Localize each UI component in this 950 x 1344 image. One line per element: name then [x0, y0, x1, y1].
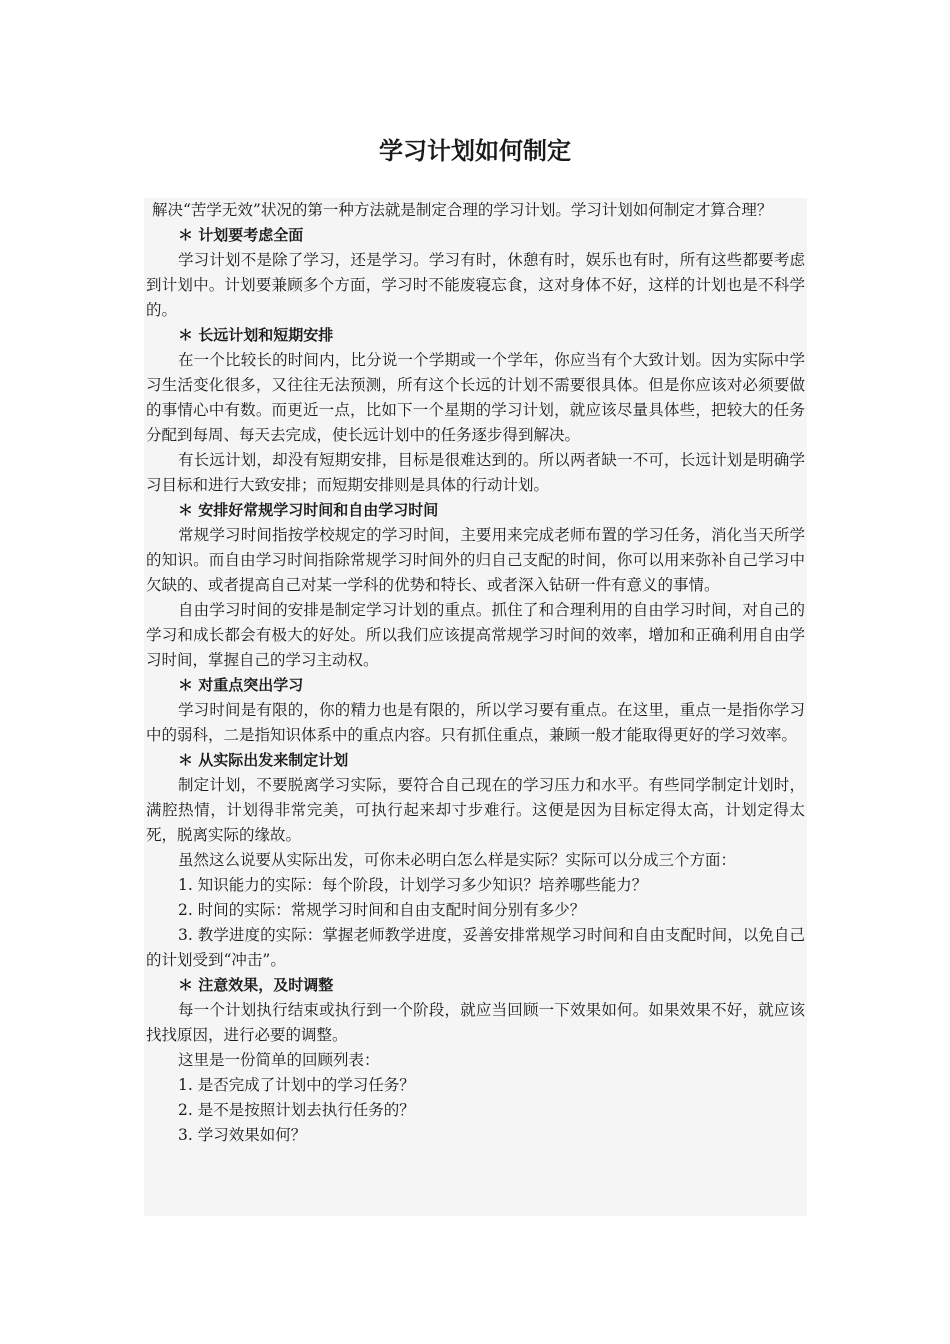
page-title: 学习计划如何制定: [379, 137, 571, 165]
section-heading: ＊ 对重点突出学习: [178, 676, 304, 694]
list-item: 2. 时间的实际：常规学习时间和自由支配时间分别有多少？: [178, 901, 586, 919]
section-paragraph: 有长远计划，却没有短期安排，目标是很难达到的。所以两者缺一不可，长远计划是明确学习目标和进行大致安排；而短期安排则是具体的行动计划。: [146, 451, 805, 494]
section-paragraph: 虽然这么说要从实际出发，可你未必明白怎么样是实际？实际可以分成三个方面：: [178, 851, 737, 869]
section-paragraph: 学习时间是有限的，你的精力也是有限的，所以学习要有重点。在这里，重点一是指你学习中的弱科，二是指知识体系中的重点内容。只有抓住重点，兼顾一般才能取得更好的学习效率。: [146, 701, 805, 744]
section-heading: ＊ 安排好常规学习时间和自由学习时间: [178, 501, 439, 519]
section-heading: ＊ 长远计划和短期安排: [178, 326, 334, 344]
section-paragraph: 学习计划不是除了学习，还是学习。学习有时，休憩有时，娱乐也有时，所有这些都要考虑到计划中。计划要兼顾多个方面，学习时不能废寝忘食，这对身体不好，这样的计划也是不科学的。: [146, 251, 805, 319]
section-heading: ＊ 从实际出发来制定计划: [178, 751, 349, 769]
section-paragraph: 这里是一份简单的回顾列表：: [178, 1051, 380, 1069]
list-item: 3. 学习效果如何？: [178, 1126, 307, 1144]
list-item: 1. 知识能力的实际：每个阶段，计划学习多少知识？培养哪些能力？: [178, 876, 648, 894]
article-body: [144, 198, 807, 1216]
section-plan-comprehensive: [146, 223, 805, 323]
section-long-short-term: [146, 323, 805, 498]
section-paragraph: 每一个计划执行结束或执行到一个阶段，就应当回顾一下效果如何。如果效果不好，就应该找找原因，进行必要的调整。: [146, 1001, 805, 1044]
section-paragraph: 自由学习时间的安排是制定学习计划的重点。抓住了和合理利用的自由学习时间，对自己的学习和成长都会有极大的好处。所以我们应该提高常规学习时间的效率，增加和正确利用自由学习时间，掌握自己的学习主动权。: [146, 601, 805, 669]
section-paragraph: 常规学习时间指按学校规定的学习时间，主要用来完成老师布置的学习任务，消化当天所学的知识。而自由学习时间指除常规学习时间外的归自己支配的时间，你可以用来弥补自己学习中欠缺的、或者提高自己对某一学科的优势和特长、或者深入钻研一件有意义的事情。: [146, 526, 805, 594]
section-paragraph: 制定计划，不要脱离学习实际，要符合自己现在的学习压力和水平。有些同学制定计划时，满腔热情，计划得非常完美，可执行起来却寸步难行。这便是因为目标定得太高，计划定得太死，脱离实际的缘故。: [146, 776, 805, 844]
section-heading: ＊ 计划要考虑全面: [178, 226, 304, 244]
section-regular-free-time: [146, 498, 805, 673]
section-review-adjust: [146, 973, 805, 1148]
section-paragraph: 在一个比较长的时间内，比分说一个学期或一个学年，你应当有个大致计划。因为实际中学习生活变化很多，又往往无法预测，所有这个长远的计划不需要很具体。但是你应该对必须要做的事情心中有数。而更近一点，比如下一个星期的学习计划，就应该尽量具体些，把较大的任务分配到每周、每天去完成，使长远计划中的任务逐步得到解决。: [146, 351, 805, 444]
list-item: 1. 是否完成了计划中的学习任务？: [178, 1076, 415, 1094]
section-heading: ＊ 注意效果，及时调整: [178, 976, 334, 994]
list-item: 2. 是不是按照计划去执行任务的？: [178, 1101, 415, 1119]
intro-paragraph: 解决“苦学无效”状况的第一种方法就是制定合理的学习计划。学习计划如何制定才算合理？: [152, 201, 773, 219]
section-focus-key-points: [146, 673, 805, 748]
section-realistic-plan: [146, 748, 805, 973]
list-item: 3. 教学进度的实际：掌握老师教学进度，妥善安排常规学习时间和自由支配时间，以免自己的计划受到“冲击”。: [146, 926, 805, 969]
